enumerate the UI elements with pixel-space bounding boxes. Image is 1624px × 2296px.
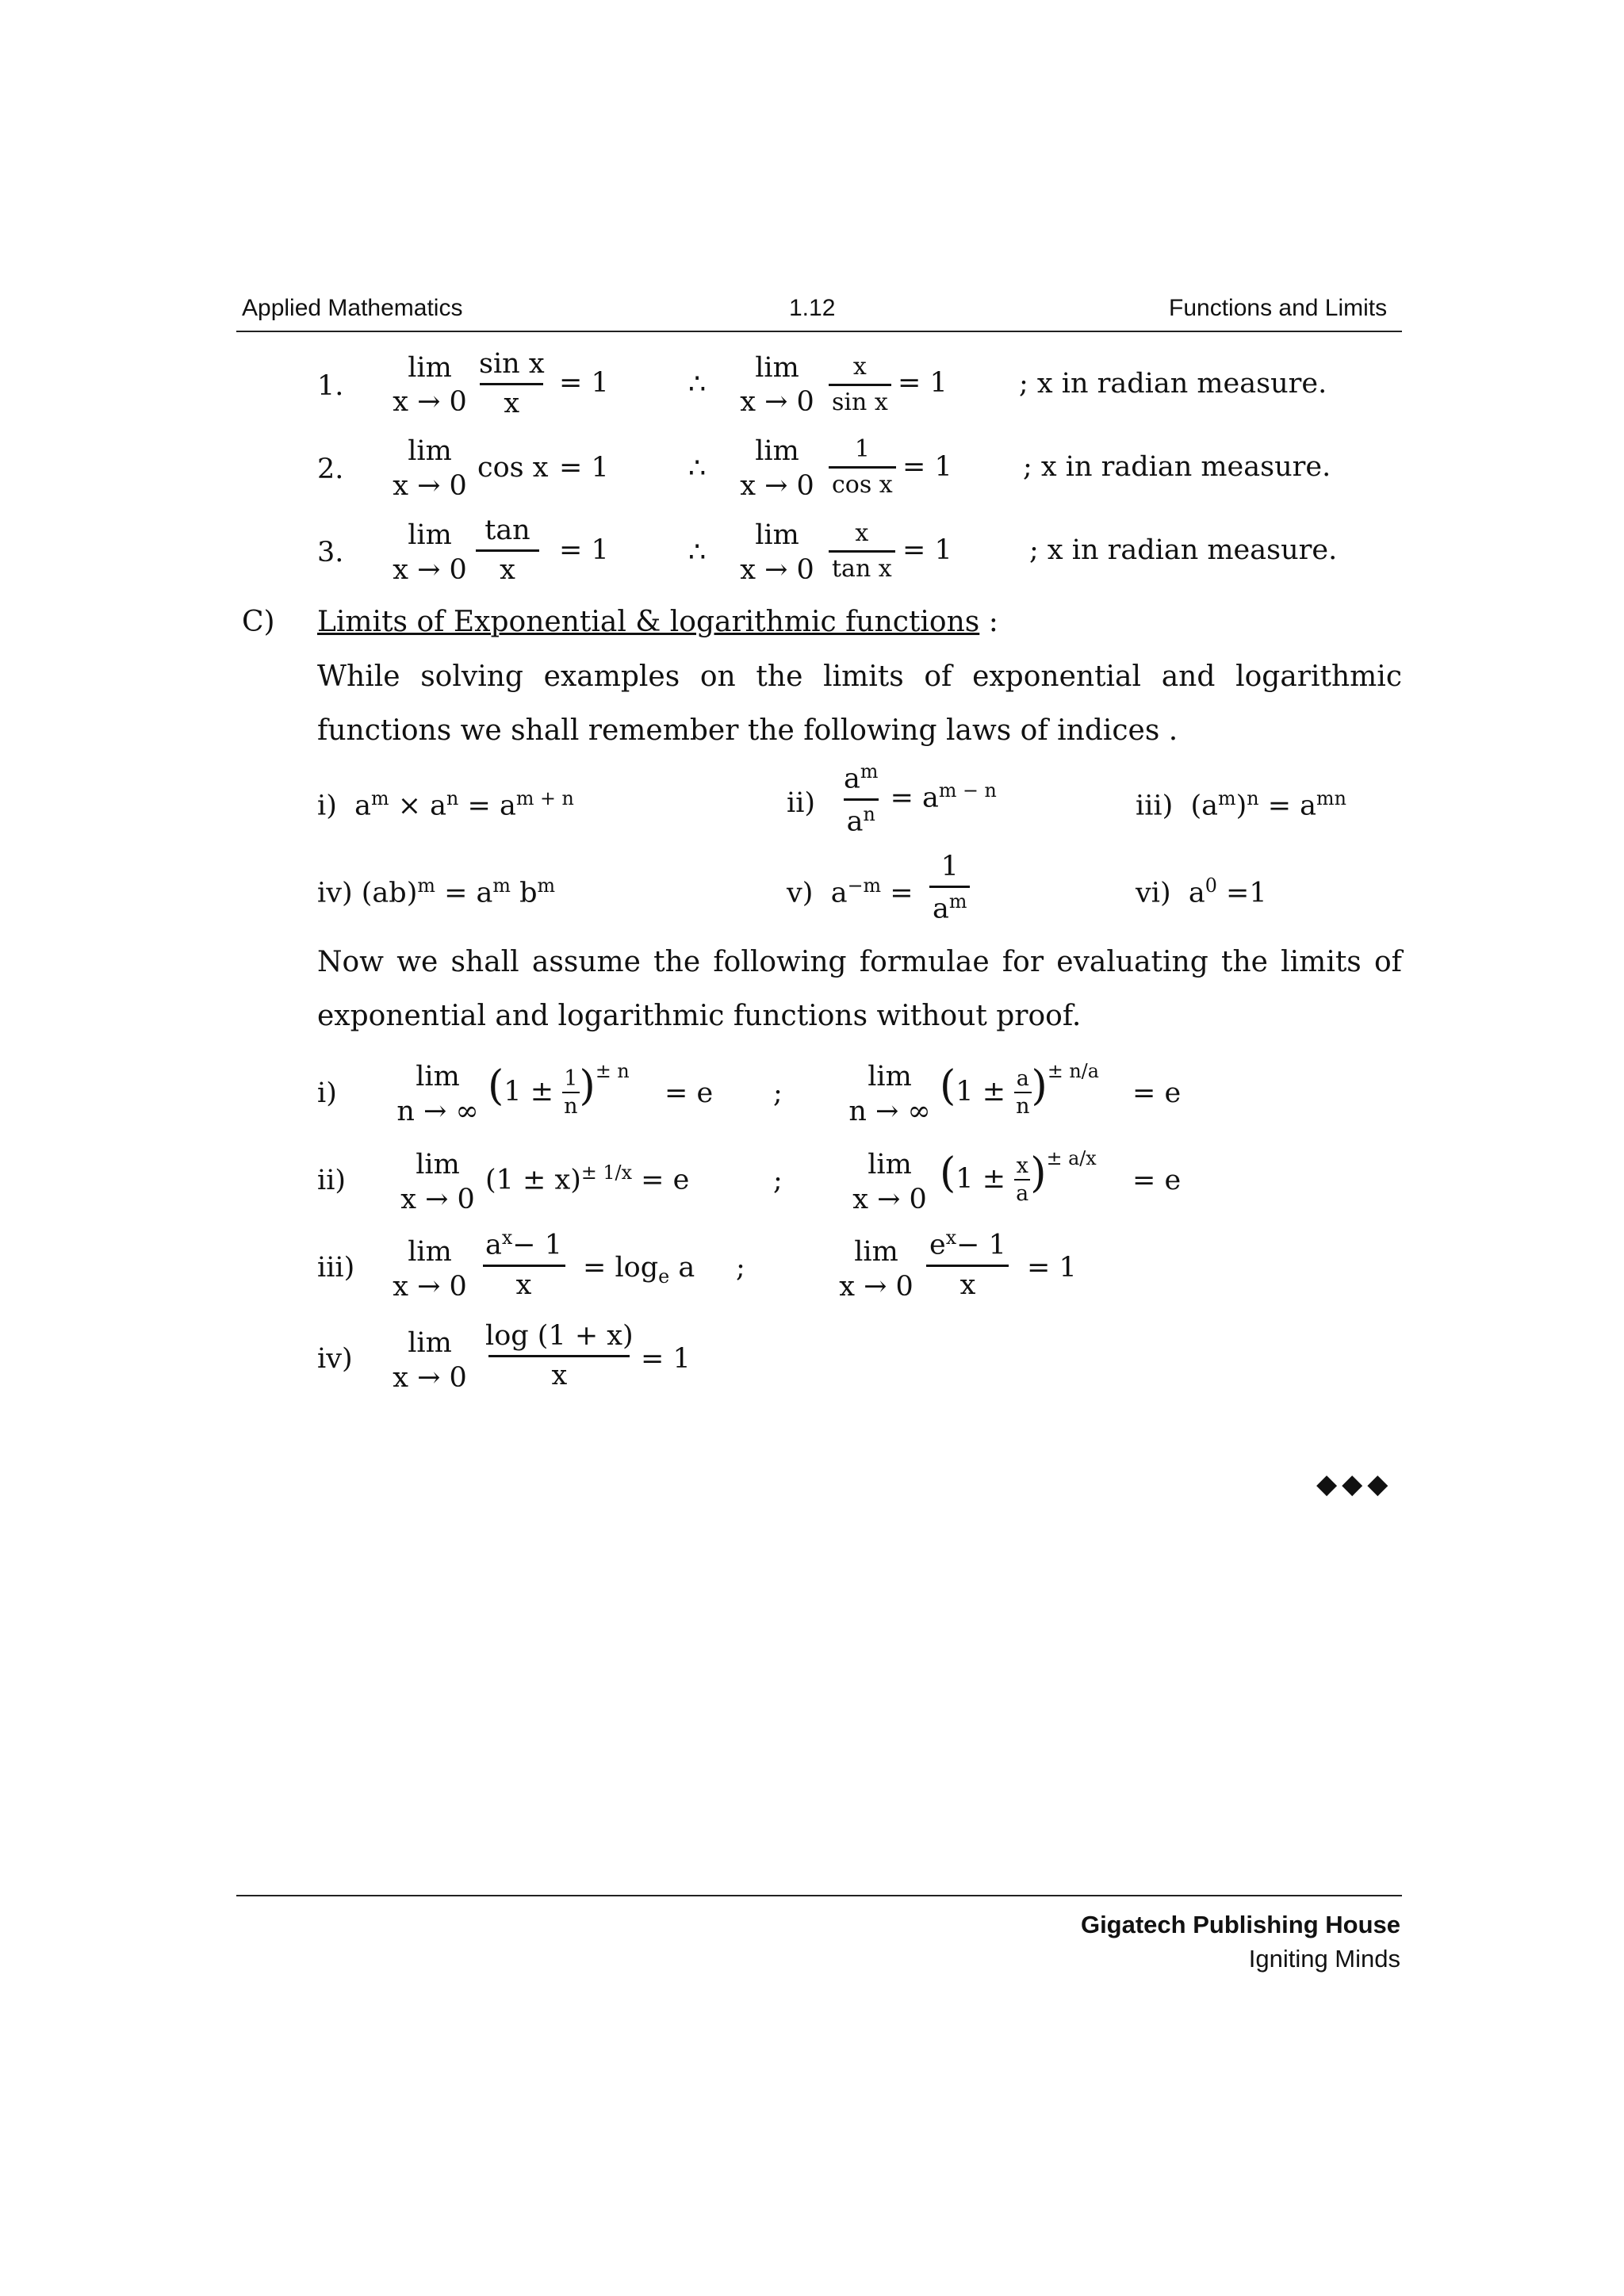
header-rule [236,331,1402,332]
lim-word: lim [755,435,799,467]
publisher-tagline: Igniting Minds [1248,1945,1400,1973]
section-heading: Limits of Exponential & logarithmic functions : [317,606,998,638]
publisher-name: Gigatech Publishing House [1080,1911,1400,1938]
lim-word: lim [408,435,452,467]
law-i: i) $a^m \times a^n = a^{m + n}$ [317,787,574,822]
law-vi: vi) $a^0 =1$ [1136,874,1267,909]
section-label: C) [242,606,275,638]
lim-subscript: x → 0 [740,554,814,586]
therefore-symbol: ∴ [688,369,707,400]
formula-body: $(1 \pm x)^{\pm 1/x} = e$ [485,1161,690,1196]
equals-one: = 1 [898,367,948,399]
lim-subscript: x → 0 [393,470,467,502]
lim-subscript: x → 0 [393,386,467,418]
equals-e: = e [1132,1077,1182,1109]
equals-one: = 1 [641,1343,691,1375]
law-iv: iv) $(ab)^m = a^m$ $b^m$ [317,874,556,909]
radian-note: ; x in radian measure. [1023,451,1331,483]
formula-label: i) [317,1077,337,1109]
fraction: $\frac{x}{\text{tan x}}$ [829,522,895,581]
fraction: $\frac{\tan}{x}$ [476,517,539,584]
intro-paragraph: While solving examples on the limits of exponential and logarithmic functions we shall remember the following laws of indices . [317,660,1402,747]
lim-word: lim [408,519,452,551]
lim-word: lim [854,1236,898,1268]
running-header-right: Functions and Limits [1169,295,1388,321]
row-number: 2. [317,453,344,485]
lim-subscript: x → 0 [740,386,814,418]
lim-word: lim [868,1061,912,1093]
lim-subscript: x → 0 [839,1271,914,1303]
formula-label: iii) [317,1252,355,1284]
equals-e: = e [665,1077,714,1109]
page-number: 1.12 [789,295,836,321]
separator: ; [736,1252,745,1284]
therefore-symbol: ∴ [688,453,707,484]
lim-word: lim [755,519,799,551]
lim-subscript: x → 0 [400,1184,475,1215]
radian-note: ; x in radian measure. [1029,534,1338,566]
law-ii-label: ii) [787,787,816,819]
footer-rule [236,1895,1402,1896]
separator: ; [773,1165,783,1196]
law-v: v) $a^{-m}$ = [787,874,914,909]
lim-word: lim [416,1061,460,1093]
fraction: $\frac{x}{\text{sin x}}$ [829,355,891,415]
lim-subscript: n → ∞ [396,1096,479,1127]
equals-one: = 1 [559,367,609,399]
equals-e: = e [1132,1165,1182,1196]
lim-subscript: x → 0 [852,1184,927,1215]
equals-one: = 1 [902,534,952,566]
law-ii: $\frac{a^m}{a^n}$ = $a^{m - n}$ [844,760,997,838]
fraction: $\frac{\text{sin x}}{x}$ [479,348,545,419]
law-iii: iii) $(a^m)^n = a^{mn}$ [1136,787,1346,822]
fraction: $\frac{\log (1 + x)}{x}$ [485,1320,634,1391]
lim-subscript: x → 0 [393,1271,467,1303]
fraction: $\frac{e^x- 1}{x}$ [926,1229,1009,1299]
running-header-left: Applied Mathematics [242,295,463,321]
formula-label: iv) [317,1343,353,1375]
law-v-fraction: $\frac{1}{a^m}$ [929,853,970,924]
cos-x: cos x [477,452,549,484]
assume-paragraph: Now we shall assume the following formulae for evaluating the limits of exponential and logarithmic functions without proof. [317,946,1402,1032]
equals-one: = 1 [559,452,609,484]
equals-log: = $\log_e a$ [583,1252,695,1288]
lim-subscript: n → ∞ [848,1096,931,1127]
lim-subscript: x → 0 [740,470,814,502]
therefore-symbol: ∴ [688,537,707,568]
lim-word: lim [408,352,452,384]
separator: ; [773,1077,783,1109]
fraction: $\frac{a^x- 1}{x}$ [482,1229,565,1299]
formula-body: (1 ± $\frac{a}{n}$ )$^{\pm n/a}$ [940,1060,1099,1119]
formula-body: (1 ± $\frac{x}{a}$ )$^{\pm a/x}$ [940,1147,1097,1206]
equals-one: = 1 [902,451,952,483]
row-number: 3. [317,537,344,568]
equals-one: = 1 [1027,1252,1077,1284]
lim-word: lim [408,1236,452,1268]
lim-subscript: x → 0 [393,554,467,586]
lim-word: lim [416,1149,460,1181]
formula-label: ii) [317,1165,347,1196]
row-number: 1. [317,370,344,402]
formula-body: (1 ± $\frac{1}{n}$ )$^{\pm n}$ [488,1060,630,1119]
lim-word: lim [868,1149,912,1181]
fraction: $\frac{1}{\text{cos x}}$ [829,438,896,497]
equals-one: = 1 [559,534,609,566]
lim-subscript: x → 0 [393,1362,467,1394]
lim-word: lim [408,1327,452,1359]
radian-note: ; x in radian measure. [1019,368,1327,400]
end-of-section-diamonds: ◆◆◆ [1316,1468,1393,1500]
lim-word: lim [755,352,799,384]
